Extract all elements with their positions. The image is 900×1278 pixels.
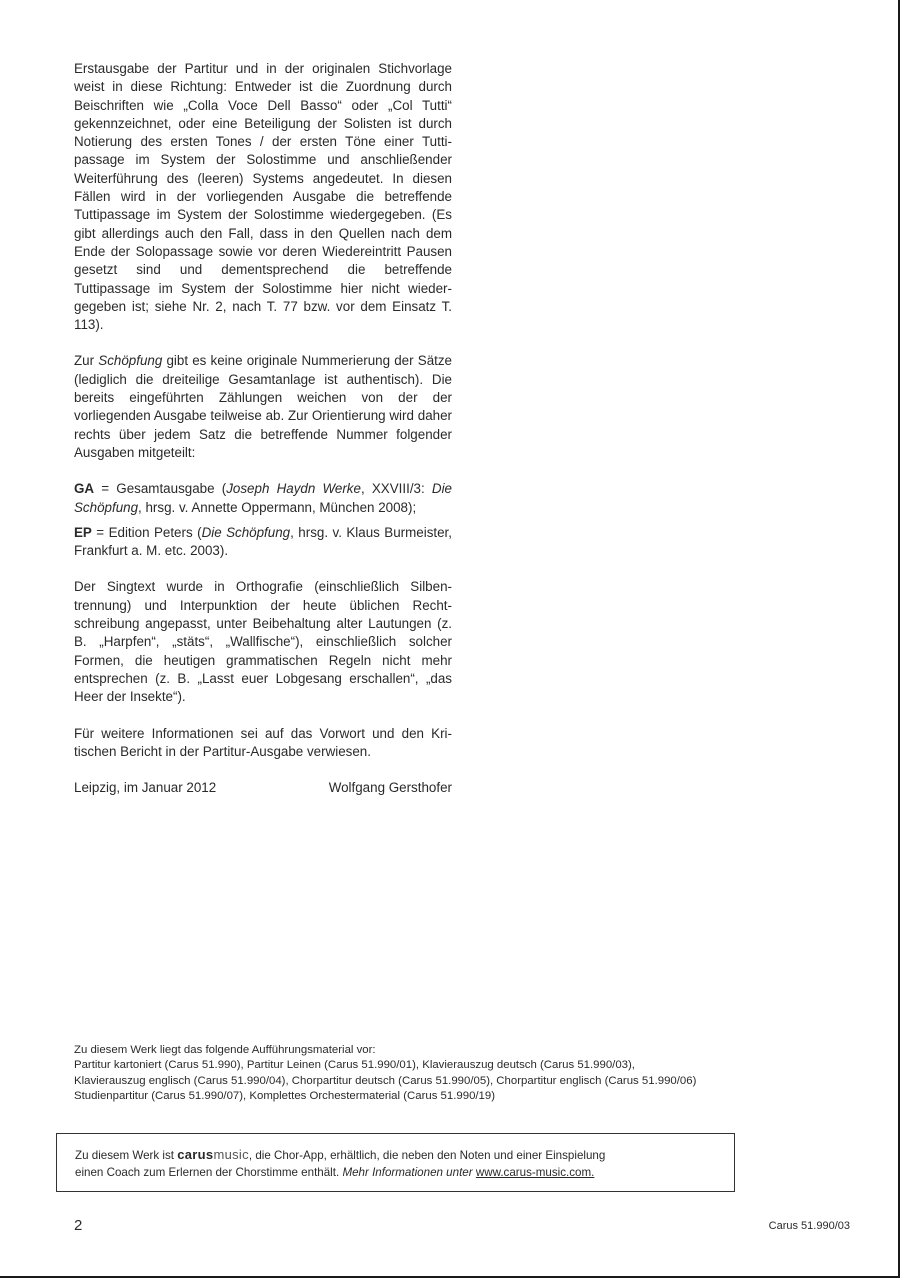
- signature-author: Wolfgang Gersthofer: [328, 780, 452, 796]
- paragraph-4: Für weitere Informationen sei auf das Vorwort und den Kritischen Bericht in der Partitur-Ausgabe verwiesen.: [74, 725, 452, 759]
- catalog-number: Carus 51.990/03: [768, 1220, 850, 1232]
- paragraph-1: Erstausgabe der Partitur und in der originalen Stichvorlage weist in diese Richtung: Entweder ist die Zuordnung durch Beischriften wie „Colla Voce Dell Basso“ oder „Col Tutti“ gekennzeichnet, oder eine Beteiligung der Solisten ist durch Notierung des ersten Tones / der ersten Töne einer Tuttipassage im System der Solostimme und anschließender Weiterführung des (leeren) Systems angedeutet. In diesen Fällen wird in der vorliegenden Ausgabe die betreffende Tuttipassage im System der Solostimme wiedergegeben. (Es gibt allerdings auch den Fall, dass in den Quellen nach dem Ende der Solopassage sowie vor deren Wiedereintritt Pausen gesetzt sind und dementsprechend die betreffende Tuttipassage im System der Solostimme hier nicht wiedergegeben ist; siehe Nr. 2, nach T. 77 bzw. vor dem Einsatz T. 113).: [74, 61, 452, 333]
- main-text-column: [74, 60, 452, 797]
- ep-abbreviation: EP: [74, 524, 92, 540]
- paragraph-3: Der Singtext wurde in Orthografie (einschließlich Silbentrennung) und Interpunktion der heute üblichen Rechtschreibung angepasst, unter Beibehaltung alter Lautungen (z. B. „Harpfen“, „stäts“, „Wallfische“), einschließlich solcher Formen, die heutigen grammatischen Regeln nicht mehr entsprechen (z. B. „Lasst euer Lobgesang erschallen“, „das Heer der Insekte“).: [74, 579, 452, 705]
- performance-material-note: Zu diesem Werk liegt das folgende Aufführungsmaterial vor: Partitur kartoniert (Carus 51.990), Partitur Leinen (Carus 51.990/01), Klavierauszug deutsch (Carus 51.990/03), Klavierauszug englisch (Carus 51.990/04), Chorpartitur deutsch (Carus 51.990/05), Chorpartitur englisch (Carus 51.990/06) Studienpartitur (Carus 51.990/07), Komplettes Orchestermaterial (Carus 51.990/19): [74, 1044, 697, 1103]
- paragraph-2: Zur Schöpfung gibt es keine originale Nummerierung der Sätze (lediglich die dreiteilige Gesamtanlage ist authentisch). Die bereits eingeführten Zählungen weichen von der der vorliegenden Ausgabe teilweise ab. Zur Orientierung wird daher rechts über jedem Satz die betreffende Nummer folgender Ausgaben mitgeteilt:: [74, 353, 452, 460]
- carus-music-link[interactable]: www.carus-music.com.: [475, 1166, 595, 1179]
- carus-music-logo: carusmusic: [177, 1147, 249, 1162]
- carus-music-info-box: Zu diesem Werk ist carusmusic, die Chor-App, erhältlich, die neben den Noten und einer Einspielung einen Coach zum Erlernen der Chorstimme enthält. Mehr Informationen unter www.carus-music.com.: [56, 1133, 735, 1192]
- ga-entry: GA = Gesamtausgabe (Joseph Haydn Werke, XXVIII/3: Die Schöpfung, hrsg. v. Annette Oppermann, München 2008);: [74, 481, 452, 515]
- ga-abbreviation: GA: [74, 481, 95, 497]
- page-number: 2: [74, 1217, 83, 1234]
- signature-line: [74, 779, 452, 797]
- work-title: Schöpfung: [98, 353, 163, 369]
- signature-place-date: Leipzig, im Januar 2012: [74, 780, 217, 796]
- ep-entry: EP = Edition Peters (Die Schöpfung, hrsg. v. Klaus Burmeister, Frankfurt a. M. etc. 2003).: [74, 524, 452, 559]
